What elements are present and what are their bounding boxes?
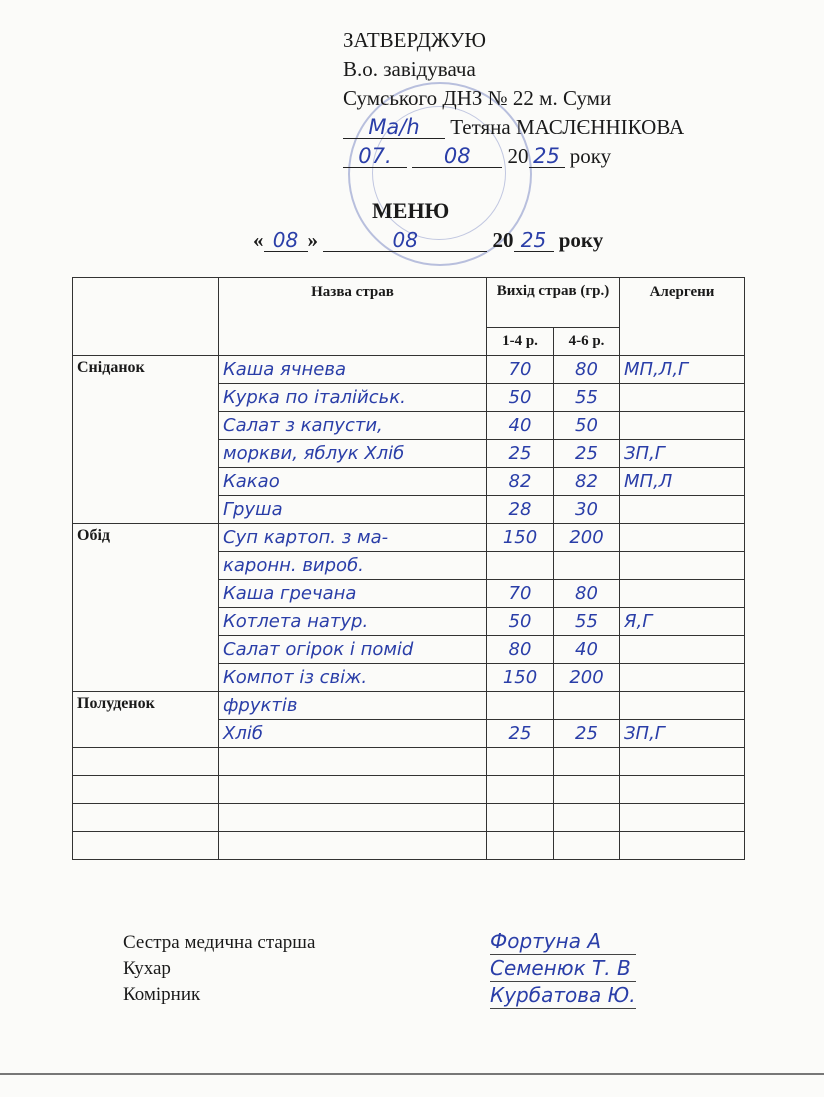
menu-table [72, 277, 745, 860]
dish-cell [219, 804, 487, 832]
meal-cell: Обід [73, 524, 219, 692]
allergens-cell [620, 664, 745, 692]
output-4-6-cell: 25 [554, 440, 620, 468]
output-4-6-cell: 25 [554, 720, 620, 748]
menu-open-quote: « [253, 228, 264, 252]
output-1-4-cell: 25 [487, 440, 554, 468]
output-4-6-cell: 50 [554, 412, 620, 440]
table-row [73, 804, 745, 832]
allergens-header: Алергени [620, 278, 745, 356]
output-1-4-cell: 50 [487, 384, 554, 412]
approval-line2: Сумського ДНЗ № 22 м. Суми [343, 86, 612, 110]
approval-block [343, 26, 684, 171]
dish-cell: Какао [219, 468, 487, 496]
allergens-cell [620, 692, 745, 720]
output-1-4-cell: 25 [487, 720, 554, 748]
dish-cell: Котлета натур. [219, 608, 487, 636]
meal-cell [73, 776, 219, 804]
menu-year-word: року [558, 228, 604, 252]
table-row [73, 692, 745, 720]
dish-cell: моркви, яблук Хліб [219, 440, 487, 468]
dish-cell [219, 748, 487, 776]
signature-cook: Семенюк Т. В [490, 955, 636, 982]
output-1-4-cell: 28 [487, 496, 554, 524]
dish-cell: Каша гречана [219, 580, 487, 608]
dish-header: Назва страв [219, 278, 487, 356]
allergens-cell [620, 580, 745, 608]
output-1-4-cell: 70 [487, 580, 554, 608]
dish-cell [219, 832, 487, 860]
meal-cell [73, 804, 219, 832]
output-1-4-cell: 80 [487, 636, 554, 664]
dish-cell: Груша [219, 496, 487, 524]
output-4-6-cell [554, 776, 620, 804]
output-1-4-cell [487, 748, 554, 776]
meal-cell: Сніданок [73, 356, 219, 524]
allergens-cell [620, 412, 745, 440]
output-1-4-cell: 82 [487, 468, 554, 496]
dish-cell: Компот із свіж. [219, 664, 487, 692]
allergens-cell [620, 524, 745, 552]
approval-line1: В.о. завідувача [343, 57, 476, 81]
meal-cell [73, 748, 219, 776]
output-4-6-cell [554, 804, 620, 832]
approval-heading: ЗАТВЕРДЖУЮ [343, 28, 486, 52]
allergens-cell [620, 832, 745, 860]
output-4-6-cell: 55 [554, 608, 620, 636]
approval-date [343, 142, 684, 171]
approval-signature-line [343, 113, 684, 142]
output-4-6-cell [554, 832, 620, 860]
output-4-6-cell: 30 [554, 496, 620, 524]
allergens-cell [620, 748, 745, 776]
meal-cell: Полуденок [73, 692, 219, 748]
allergens-cell [620, 776, 745, 804]
table-row [73, 356, 745, 384]
role-cook: Кухар [123, 958, 171, 979]
output-1-4-cell: 150 [487, 664, 554, 692]
output-4-6-cell [554, 748, 620, 776]
table-row [73, 748, 745, 776]
dish-cell [219, 776, 487, 804]
allergens-cell: МП,Л [620, 468, 745, 496]
role-storekeeper: Комірник [123, 984, 201, 1005]
output-4-6-cell: 200 [554, 524, 620, 552]
approval-date-month: 08 [412, 145, 502, 168]
output-1-4-cell: 70 [487, 356, 554, 384]
dish-cell: Курка по італійськ. [219, 384, 487, 412]
allergens-cell: ЗП,Г [620, 440, 745, 468]
approval-date-day: 07. [343, 145, 407, 168]
output-1-4-cell: 150 [487, 524, 554, 552]
footer-roles [123, 930, 315, 1008]
output-4-6-cell: 80 [554, 356, 620, 384]
allergens-cell [620, 496, 745, 524]
meal-cell [73, 832, 219, 860]
output-1-4-cell [487, 832, 554, 860]
allergens-cell: МП,Л,Г [620, 356, 745, 384]
role-senior-nurse: Сестра медична старша [123, 932, 316, 953]
footer-signatures [490, 928, 636, 1009]
menu-day: 08 [264, 229, 308, 252]
approval-date-year-prefix: 20 [507, 144, 529, 168]
output-header: Вихід страв (гр.) [487, 278, 620, 328]
output-4-6-cell: 40 [554, 636, 620, 664]
menu-year-suffix: 25 [514, 229, 554, 252]
allergens-cell [620, 384, 745, 412]
output-4-6-cell: 200 [554, 664, 620, 692]
allergens-cell [620, 636, 745, 664]
menu-table-body [73, 356, 745, 860]
approval-date-year-suffix: 25 [529, 145, 565, 168]
output-4-6-cell: 82 [554, 468, 620, 496]
dish-cell: Каша ячнева [219, 356, 487, 384]
menu-month: 08 [323, 229, 487, 252]
dish-cell: Хліб [219, 720, 487, 748]
age-header-4-6: 4-6 р. [554, 328, 620, 356]
meal-header [73, 278, 219, 356]
output-1-4-cell [487, 804, 554, 832]
output-4-6-cell: 55 [554, 384, 620, 412]
dish-cell: каронн. вироб. [219, 552, 487, 580]
allergens-cell [620, 804, 745, 832]
dish-cell: Салат з капусти, [219, 412, 487, 440]
director-signature: Ma/h [343, 116, 445, 139]
dish-cell: фруктів [219, 692, 487, 720]
director-name: Тетяна МАСЛЄННІКОВА [450, 115, 685, 139]
page-bottom-edge [0, 1073, 824, 1075]
output-4-6-cell: 80 [554, 580, 620, 608]
output-1-4-cell [487, 692, 554, 720]
dish-cell: Суп картоп. з ма- [219, 524, 487, 552]
output-4-6-cell [554, 692, 620, 720]
output-1-4-cell [487, 776, 554, 804]
output-1-4-cell [487, 552, 554, 580]
allergens-cell: ЗП,Г [620, 720, 745, 748]
table-row [73, 832, 745, 860]
menu-title: МЕНЮ [372, 198, 450, 223]
output-4-6-cell [554, 552, 620, 580]
allergens-cell: Я,Г [620, 608, 745, 636]
dish-cell: Салат огірок і поміd [219, 636, 487, 664]
menu-year-prefix: 20 [492, 228, 514, 252]
signature-senior-nurse: Фортуна А [490, 928, 636, 955]
signature-storekeeper: Курбатова Ю. [490, 983, 636, 1007]
output-1-4-cell: 40 [487, 412, 554, 440]
output-1-4-cell: 50 [487, 608, 554, 636]
table-row [73, 776, 745, 804]
table-row [73, 524, 745, 552]
menu-date [253, 228, 603, 253]
approval-date-word: року [569, 144, 612, 168]
menu-close-quote: » [307, 228, 318, 252]
allergens-cell [620, 552, 745, 580]
age-header-1-4: 1-4 р. [487, 328, 554, 356]
